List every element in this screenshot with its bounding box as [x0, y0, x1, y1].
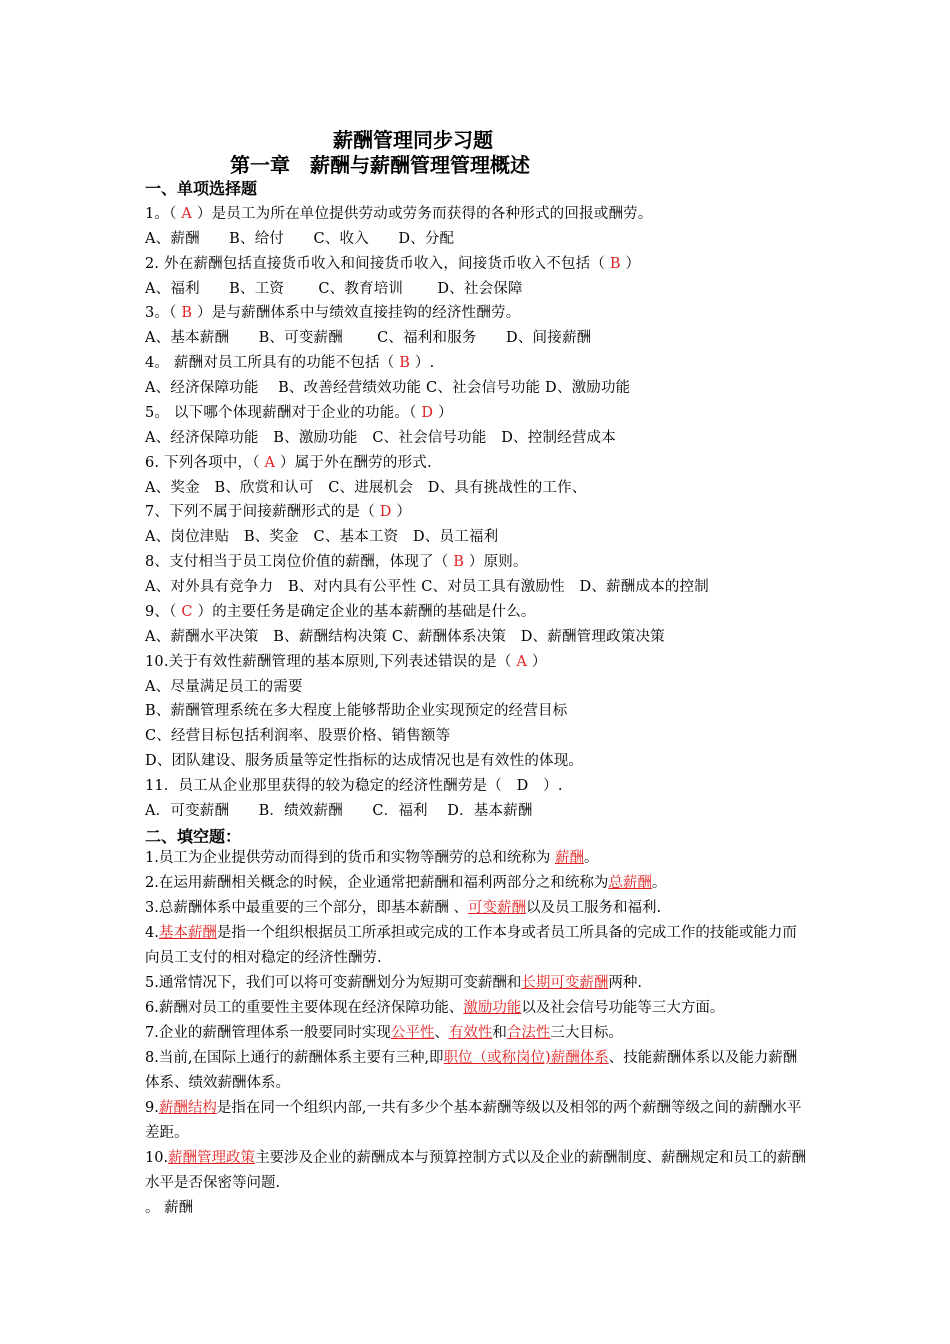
mc-options: A、对外具有竞争力 B、对内具有公平性 C、对员工具有激励性 D、薪酬成本的控制 — [145, 579, 709, 595]
section-heading-multiple-choice: 一、单项选择题 — [145, 179, 258, 198]
fill-answer: 有效性 — [448, 1025, 493, 1041]
fill-item: 8.当前,在国际上通行的薪酬体系主要有三种,即职位（或称岗位)薪酬体系、技能薪酬体系以及能力薪酬体系、绩效薪酬体系。 — [145, 1050, 798, 1091]
mc-line: 1。（ A ）是员工为所在单位提供劳动或劳务而获得的各种形式的回报或酬劳。 — [145, 206, 653, 222]
fill-answer: 长期可变薪酬 — [521, 975, 609, 991]
fill-item: 7.企业的薪酬管理体系一般要同时实现公平性、有效性和合法性三大目标。 — [145, 1025, 623, 1041]
mc-line: 4。 薪酬对员工所具有的功能不包括（ B ）. — [145, 355, 435, 371]
answer: B — [181, 305, 193, 321]
mc-options: C、经营目标包括利润率、股票价格、销售额等 — [145, 728, 451, 744]
fill-item: 1.员工为企业提供劳动而得到的货币和实物等酬劳的总和统称为 薪酬。 — [145, 850, 599, 866]
mc-options: A、基本薪酬 B、可变薪酬 C、福利和服务 D、间接薪酬 — [145, 330, 592, 346]
fill-item: 9.薪酬结构是指在同一个组织内部,一共有多少个基本薪酬等级以及相邻的两个薪酬等级之间的薪酬水平差距。 — [145, 1100, 802, 1141]
fill-answer: 职位（或称岗位)薪酬体系 — [443, 1050, 609, 1066]
mc-line: 8、支付相当于员工岗位价值的薪酬，体现了（ B ）原则。 — [145, 554, 528, 570]
mc-options: D、团队建设、服务质量等定性指标的达成情况也是有效性的体现。 — [145, 753, 584, 769]
fill-answer: 可变薪酬 — [467, 900, 526, 916]
mc-options: A、薪酬水平决策 B、薪酬结构决策 C、薪酬体系决策 D、薪酬管理政策决策 — [145, 629, 665, 645]
answer: A — [264, 455, 276, 471]
mc-options: B、薪酬管理系统在多大程度上能够帮助企业实现预定的经营目标 — [145, 703, 568, 719]
mc-line: 3。（ B ）是与薪酬体系中与绩效直接挂钩的经济性酬劳。 — [145, 305, 521, 321]
fill-item: 5.通常情况下，我们可以将可变薪酬划分为短期可变薪酬和长期可变薪酬两种. — [145, 975, 642, 991]
mc-options: A、福利 B、工资 C、教育培训 D、社会保障 — [145, 281, 523, 297]
fill-answer: 薪酬 — [554, 850, 584, 866]
fill-item: 2.在运用薪酬相关概念的时候，企业通常把薪酬和福利两部分之和统称为总薪酬。 — [145, 875, 667, 891]
document-title: 薪酬管理同步习题 — [333, 128, 493, 152]
trailing-text: 。 薪酬 — [145, 1200, 194, 1216]
fill-item: 4.基本薪酬是指一个组织根据员工所承担或完成的工作本身或者员工所具备的完成工作的技能或能力而向员工支付的相对稳定的经济性酬劳. — [145, 925, 797, 966]
answer: A — [516, 654, 528, 670]
mc-options: A、奖金 B、欣赏和认可 C、进展机会 D、具有挑战性的工作、 — [145, 480, 587, 496]
fill-answer: 激励功能 — [463, 1000, 522, 1016]
mc-line: 10.关于有效性薪酬管理的基本原则,下列表述错误的是（ A ） — [145, 654, 547, 670]
fill-answer: 总薪酬 — [608, 875, 652, 891]
mc-options: A、经济保障功能 B、激励功能 C、社会信号功能 D、控制经营成本 — [145, 430, 616, 446]
fill-answer: 薪酬结构 — [158, 1100, 217, 1116]
mc-line: 7、下列不属于间接薪酬形式的是（ D ） — [145, 504, 412, 520]
mc-options: A、经济保障功能 B、改善经营绩效功能 C、社会信号功能 D、激励功能 — [145, 380, 631, 396]
mc-line: 5。 以下哪个体现薪酬对于企业的功能。（ D ） — [145, 405, 453, 421]
mc-line: 11．员工从企业那里获得的较为稳定的经济性酬劳是（ D ）. — [145, 778, 563, 794]
answer: D — [421, 405, 434, 421]
mc-line: 9、（ C ）的主要任务是确定企业的基本薪酬的基础是什么。 — [145, 604, 536, 620]
chapter-title: 第一章 薪酬与薪酬管理管理概述 — [230, 153, 530, 177]
mc-line: 2. 外在薪酬包括直接货币收入和间接货币收入，间接货币收入不包括（ B ） — [145, 256, 641, 272]
mc-line: 6. 下列各项中，（ A ）属于外在酬劳的形式. — [145, 455, 432, 471]
answer: A — [181, 206, 193, 222]
mc-options: A、尽量满足员工的需要 — [145, 679, 303, 695]
answer: B — [453, 554, 465, 570]
fill-item: 6.薪酬对员工的重要性主要体现在经济保障功能、激励功能以及社会信号功能等三大方面。 — [145, 1000, 725, 1016]
fill-answer: 基本薪酬 — [158, 925, 217, 941]
answer: D — [379, 504, 392, 520]
answer: C — [181, 604, 193, 620]
mc-options: A、薪酬 B、给付 C、收入 D、分配 — [145, 231, 455, 247]
fill-item: 10.薪酬管理政策主要涉及企业的薪酬成本与预算控制方式以及企业的薪酬制度、薪酬规定和员工的薪酬水平是否保密等问题. — [145, 1150, 807, 1191]
answer: B — [399, 355, 411, 371]
fill-answer: 薪酬管理政策 — [168, 1150, 256, 1166]
mc-options: A．可变薪酬 B．绩效薪酬 C．福利 D．基本薪酬 — [145, 803, 533, 819]
section-heading-fill-in: 二、填空题： — [145, 827, 242, 846]
fill-item: 3.总薪酬体系中最重要的三个部分，即基本薪酬 、可变薪酬以及员工服务和福利. — [145, 900, 662, 916]
answer: B — [609, 256, 621, 272]
mc-options: A、岗位津贴 B、奖金 C、基本工资 D、员工福利 — [145, 529, 499, 545]
fill-answer: 公平性 — [390, 1025, 435, 1041]
fill-answer: 合法性 — [506, 1025, 551, 1041]
